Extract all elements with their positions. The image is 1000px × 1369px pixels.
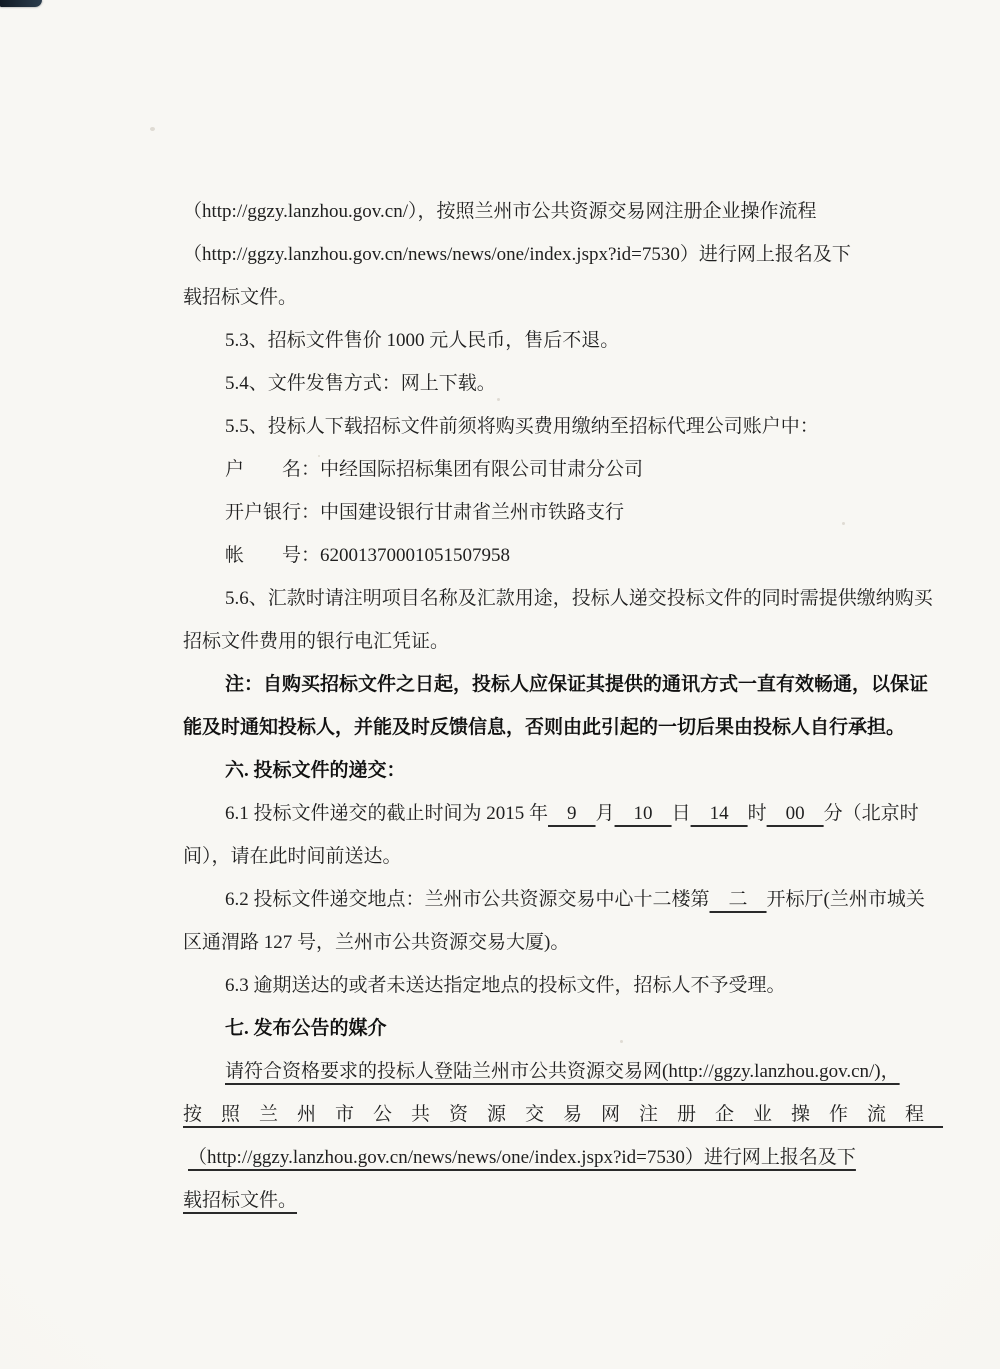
- document-text: [183, 190, 944, 1222]
- line-5-6-continued: 招标文件费用的银行电汇凭证。: [183, 631, 450, 652]
- line-6-3-overdue: 6.3 逾期送达的或者未送达指定地点的投标文件，招标人不予受理。: [225, 975, 786, 996]
- line-5-4-sale-method: 5.4、文件发售方式：网上下载。: [225, 373, 496, 394]
- scan-speck: [150, 127, 155, 131]
- line-media-registration-url: （http://ggzy.lanzhou.gov.cn/news/news/one/index.jspx?id=7530）进行网上报名及下: [188, 1147, 856, 1168]
- line-5-3-price: 5.3、招标文件售价 1000 元人民币，售后不退。: [225, 330, 620, 351]
- line-5-5-payment: 5.5、投标人下载招标文件前须将购买费用缴纳至招标代理公司账户中：: [225, 416, 819, 437]
- text-segment: 分（北京时: [823, 803, 919, 824]
- text-segment: 6.1 投标文件递交的截止时间为 2015 年: [225, 803, 549, 824]
- blank-month-value: 9: [548, 803, 596, 824]
- line-6-2-continued: 区通渭路 127 号，兰州市公共资源交易大厦)。: [183, 932, 570, 953]
- text-segment: 6.2 投标文件递交地点：兰州市公共资源交易中心十二楼第: [225, 889, 710, 910]
- line-portal-url: （http://ggzy.lanzhou.gov.cn/），按照兰州市公共资源交易网注册企业操作流程: [183, 201, 817, 222]
- line-6-2-location: [183, 878, 925, 921]
- line-bank-name: 开户银行：中国建设银行甘肃省兰州市铁路支行: [225, 502, 625, 523]
- line-account-number: 帐 号：62001370001051507958: [225, 545, 511, 566]
- blank-day-value: 10: [614, 803, 672, 824]
- text-segment: 日: [671, 803, 691, 824]
- text-segment: 月: [595, 803, 615, 824]
- text-segment: 时: [747, 803, 767, 824]
- blank-hour-value: 14: [690, 803, 748, 824]
- line-account-name: 户 名：中经国际招标集团有限公司甘肃分公司: [225, 459, 644, 480]
- line-6-1-continued: 间），请在此时间前送达。: [183, 846, 402, 867]
- blank-hall-value: 二: [709, 889, 767, 910]
- scanner-edge-artifact: [0, 0, 42, 7]
- line-media-download-tail: 载招标文件。: [183, 1190, 298, 1211]
- blank-minute-value: 00: [766, 803, 824, 824]
- line-note-bold: 注：自购买招标文件之日起，投标人应保证其提供的通讯方式一直有效畅通，以保证: [225, 674, 929, 695]
- line-download-tail: 载招标文件。: [183, 287, 298, 308]
- line-registration-url: （http://ggzy.lanzhou.gov.cn/news/news/one/index.jspx?id=7530）进行网上报名及下: [183, 244, 851, 265]
- text-segment: 开标厅(兰州市城关: [766, 889, 925, 910]
- heading-section-7: 七. 发布公告的媒介: [225, 1018, 387, 1039]
- line-media-justified: 按照兰州市公共资源交易网注册企业操作流程: [183, 1104, 944, 1125]
- line-6-1-deadline: [183, 792, 919, 835]
- line-note-continued: 能及时通知投标人，并能及时反馈信息，否则由此引起的一切后果由投标人自行承担。: [183, 717, 906, 738]
- line-5-6-remittance: 5.6、汇款时请注明项目名称及汇款用途，投标人递交投标文件的同时需提供缴纳购买: [225, 588, 933, 609]
- line-media-portal: 请符合资格要求的投标人登陆兰州市公共资源交易网(http://ggzy.lanzhou.gov.cn/)，: [225, 1061, 900, 1082]
- heading-section-6: 六. 投标文件的递交：: [225, 760, 406, 781]
